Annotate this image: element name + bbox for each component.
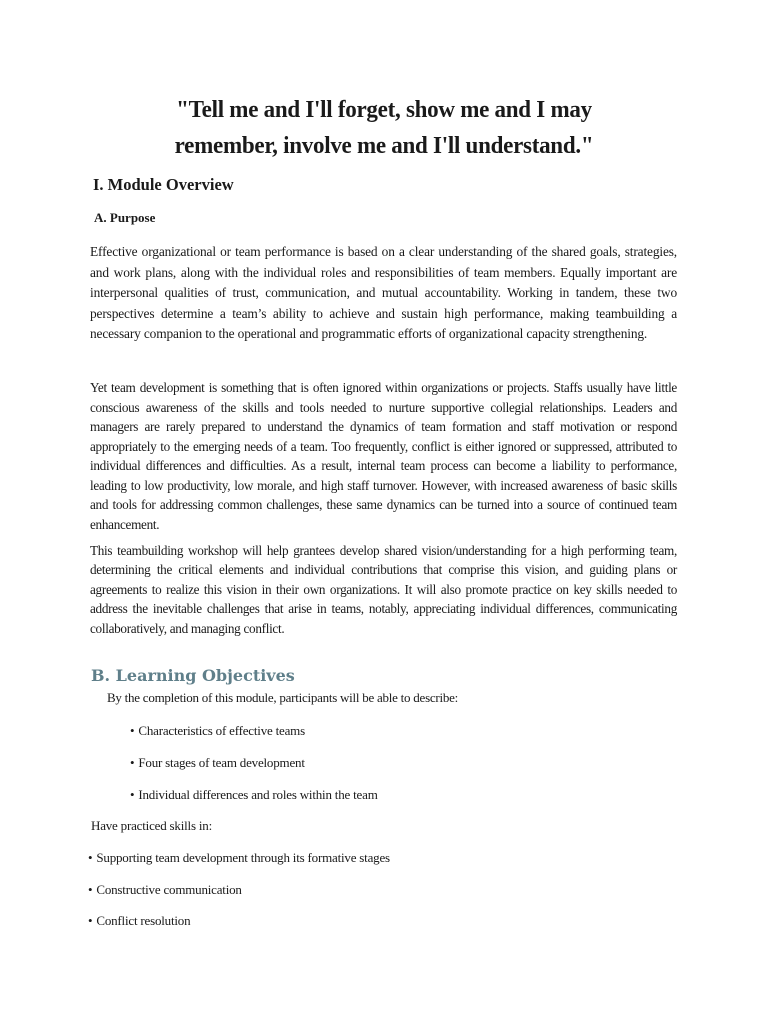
- objectives-intro: By the completion of this module, participants will be able to describe:: [107, 690, 458, 705]
- objective-text: Characteristics of effective teams: [138, 723, 305, 738]
- bullet-icon: •: [88, 881, 93, 897]
- bullet-icon: •: [88, 913, 93, 928]
- skills-list: [88, 849, 390, 944]
- module-overview-heading: I. Module Overview: [93, 175, 234, 194]
- bullet-icon: •: [130, 723, 135, 738]
- purpose-paragraph-1: Effective organizational or team performance is based on a clear understanding of the shared goals, strategies, and work plans, along with the individual roles and responsibilities of team members. Equally important are interpersonal qualities of trust, communication, and mutual accountability. Working in tandem, these two perspectives determine a team’s ability to achieve and sustain high performance, making teambuilding a necessary companion to the operational and programmatic efforts of organizational capacity strengthening.: [90, 244, 677, 342]
- objective-text: Individual differences and roles within the team: [138, 787, 378, 802]
- list-item: [88, 849, 390, 881]
- page-quote: "Tell me and I'll forget, show me and I may remember, involve me and I'll understand.": [174, 96, 594, 159]
- bullet-icon: •: [130, 787, 135, 802]
- list-item: [88, 881, 390, 913]
- objectives-list: [130, 722, 378, 818]
- skill-text: Constructive communication: [96, 881, 242, 897]
- skill-text: Conflict resolution: [96, 913, 191, 928]
- learning-objectives-heading: B. Learning Objectives: [91, 666, 295, 685]
- list-item: [130, 722, 378, 754]
- bullet-icon: •: [130, 755, 135, 770]
- objective-text: Four stages of team development: [138, 755, 305, 770]
- skill-text: Supporting team development through its formative stages: [96, 850, 390, 865]
- list-item: [130, 786, 378, 818]
- list-item: [88, 912, 390, 944]
- list-item: [130, 754, 378, 786]
- purpose-paragraph-2: Yet team development is something that is often ignored within organizations or projects. Staffs usually have little conscious awareness of the skills and tools needed to nurture supportive collegial relationships. Leaders and managers are rarely prepared to understand the dynamics of team formation and staff motivation or respond appropriately to the emerging needs of a team. Too frequently, conflict is either ignored or suppressed, attributed to individual differences and difficulties. As a result, internal team process can become a liability to performance, leading to low productivity, low morale, and high staff turnover. However, with increased awareness of basic skills and tools for addressing common challenges, these same dynamics can be turned into a source of continued team enhancement.: [90, 380, 677, 532]
- practiced-skills-intro: Have practiced skills in:: [91, 818, 212, 833]
- purpose-heading: A. Purpose: [94, 210, 156, 225]
- purpose-paragraph-3: This teambuilding workshop will help grantees develop shared vision/understanding for a high performing team, determining the critical elements and individual contributions that comprise this vision, and guiding plans or agreements to realize this vision in their own organizations. It will also promote practice on key skills needed to address the inevitable challenges that arise in teams, notably, appreciating individual differences, communicating collaboratively, and managing conflict.: [90, 543, 677, 636]
- bullet-icon: •: [88, 850, 93, 865]
